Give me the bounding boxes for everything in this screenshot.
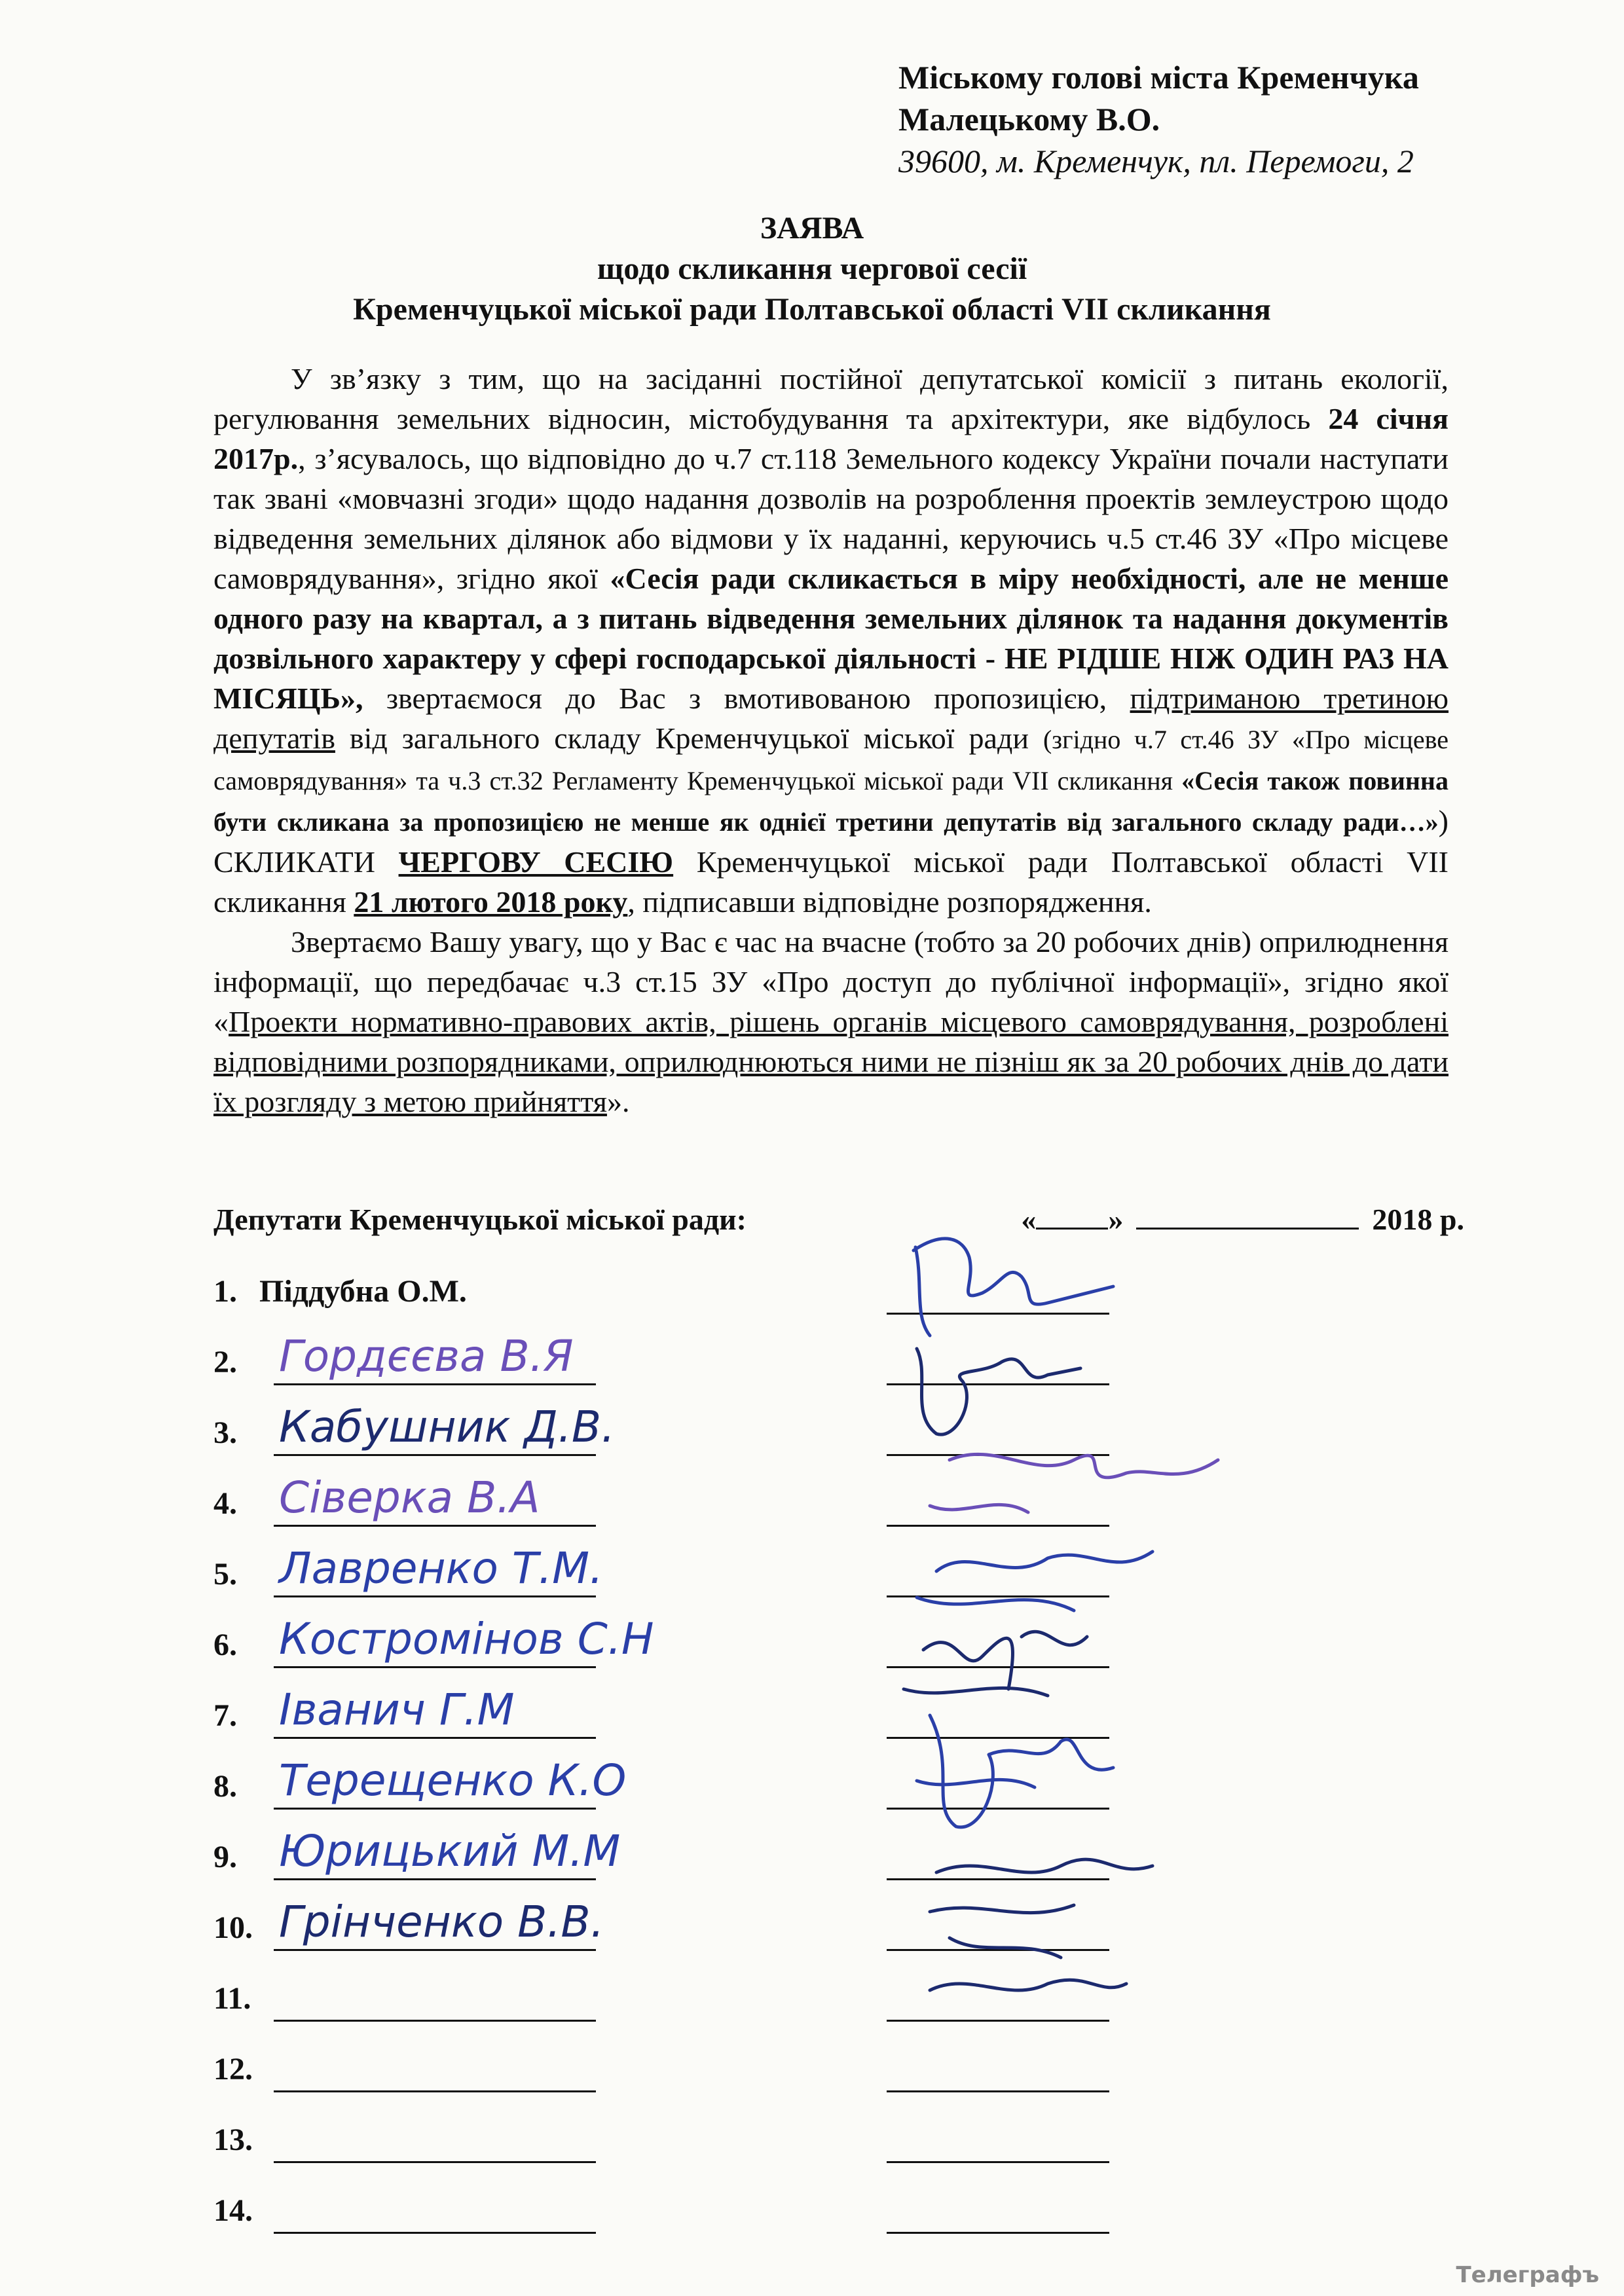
deputy-row — [213, 1333, 1130, 1385]
deputy-row — [213, 2181, 1130, 2234]
deputy-row — [213, 1474, 1130, 1527]
addressee-name: Малецькому В.О. — [898, 101, 1160, 137]
date-year: 2018 р. — [1372, 1203, 1464, 1236]
signature-line — [887, 2186, 1109, 2234]
deputy-handwritten-name: Сіверка В.А — [279, 1472, 540, 1523]
deputy-row — [213, 2040, 1130, 2092]
deputy-row — [213, 2111, 1130, 2163]
deputy-handwritten-name: Юрицький М.М — [279, 1826, 621, 1876]
deputy-name: Піддубна О.М. — [259, 1274, 467, 1309]
paragraph-1 — [213, 359, 1449, 922]
deputy-row — [213, 1545, 1130, 1597]
p2-text-c: ». — [606, 1085, 630, 1118]
watermark-logo: Телеграфъ — [1456, 2262, 1599, 2288]
deputy-number: 2. — [213, 1345, 237, 1379]
date-close-quote: » — [1108, 1203, 1124, 1236]
deputy-number: 8. — [213, 1769, 237, 1804]
deputy-handwritten-name: Терещенко К.О — [279, 1755, 627, 1806]
p1-date-bold: 24 січня 2017р. — [213, 402, 1449, 475]
p1-underlined: підтриманою третиною депутатів — [213, 682, 1449, 755]
deputy-number: 11. — [213, 1981, 251, 2016]
signature-line — [887, 1267, 1109, 1315]
deputy-number: 4. — [213, 1486, 237, 1521]
deputy-row — [213, 1616, 1130, 1668]
deputy-handwritten-name: Лавренко Т.М. — [279, 1543, 604, 1594]
signature-line — [887, 1408, 1109, 1456]
document-title — [0, 208, 1624, 330]
p1-reference-small: (згідно ч.7 ст.46 ЗУ «Про місцеве самоврядування» та ч.3 ст.32 Регламенту Кременчуцької міської ради VII скликання — [213, 725, 1449, 795]
deputy-row — [213, 1899, 1130, 1951]
deputy-number: 13. — [213, 2123, 253, 2157]
p1-session-bold: ЧЕРГОВУ СЕСІЮ — [398, 845, 674, 879]
addressee-block — [898, 56, 1419, 182]
deputies-header — [213, 1202, 1464, 1237]
deputy-row — [213, 1828, 1130, 1880]
deputy-row — [213, 1404, 1130, 1456]
paragraph-2 — [213, 922, 1449, 1121]
signature-line — [887, 1691, 1109, 1739]
addressee-title: Міському голові міста Кременчука — [898, 59, 1419, 96]
name-line — [274, 2186, 596, 2234]
addressee-address: 39600, м. Кременчук, пл. Перемоги, 2 — [898, 143, 1414, 179]
deputy-number: 12. — [213, 2052, 253, 2086]
p1-text-n: , підписавши відповідне розпорядження. — [627, 885, 1152, 919]
signature-line — [887, 1550, 1109, 1597]
deputy-handwritten-name: Костромінов С.Н — [279, 1614, 654, 1664]
date-month-blank — [1136, 1228, 1359, 1230]
deputy-handwritten-name: Іванич Г.М — [279, 1685, 515, 1735]
p1-text-l: Кременчуцької міської ради Полтавської області VII скликання — [213, 845, 1449, 919]
deputy-handwritten-name: Грінченко В.В. — [279, 1897, 604, 1947]
deputy-number: 7. — [213, 1698, 237, 1733]
date-day-blank — [1036, 1228, 1108, 1230]
p1-quote-bold: «Сесія ради скликається в міру необхідності, але не менше одного разу на квартал, а з питань відведення земельних ділянок та надання документів дозвільного характеру у сфері господарської діяльності - НЕ РІДШЕ НІЖ ОДИН РАЗ НА МІСЯЦЬ», — [213, 562, 1449, 715]
signature-line — [887, 1762, 1109, 1810]
p1-text-a: У зв’язку з тим, що на засіданні постійної депутатської комісії з питань екології, регулювання земельних відносин, містобудування та архітектури, яке відбулось — [213, 362, 1449, 435]
signature-line — [887, 2045, 1109, 2092]
deputy-number: 3. — [213, 1415, 237, 1450]
deputy-number: 5. — [213, 1557, 237, 1592]
p1-text-e: звертаємося до Вас з вмотивованою пропозицією, — [363, 682, 1130, 715]
deputy-number: 10. — [213, 1910, 253, 1945]
p2-underlined-quote: Проекти нормативно-правових актів, рішень органів місцевого самоврядування, розроблені відповідними розпорядниками, оприлюднюються ними не пізніш як за 20 робочих днів до дати їх розгляду з метою прийняття — [213, 1005, 1449, 1118]
date-open-quote: « — [1021, 1203, 1037, 1236]
name-line — [274, 2115, 596, 2163]
signature-line — [887, 1620, 1109, 1668]
title-line-1: ЗАЯВА — [760, 211, 864, 246]
deputy-row — [213, 1757, 1130, 1810]
p1-text-g: від загального складу Кременчуцької міської ради — [335, 721, 1043, 755]
name-line — [274, 2045, 596, 2092]
title-line-2: щодо скликання чергової сесії — [597, 251, 1027, 286]
deputy-row — [213, 1262, 1130, 1315]
deputy-row — [213, 1686, 1130, 1739]
deputy-number: 6. — [213, 1628, 237, 1662]
signature-line — [887, 1903, 1109, 1951]
deputy-number: 1. — [213, 1274, 237, 1309]
deputies-title: Депутати Кременчуцької міської ради: — [213, 1203, 747, 1236]
document-body — [213, 359, 1449, 1121]
p1-text-c: , з’ясувалось, що відповідно до ч.7 ст.118 Земельного кодексу України почали наступати так звані «мовчазні згоди» щодо надання дозволів на розроблення проектів землеустрою щодо відведення земельних ділянок або відмови у їх наданні, керуючись ч.5 ст.46 ЗУ «Про місцеве самоврядування», згідно якої — [213, 442, 1449, 595]
deputy-number: 9. — [213, 1840, 237, 1874]
title-line-3: Кременчуцької міської ради Полтавської області VII скликання — [353, 292, 1271, 327]
p1-session-date: 21 лютого 2018 року — [354, 885, 628, 919]
p2-text-a: Звертаємо Вашу увагу, що у Вас є час на вчасне (тобто за 20 робочих днів) оприлюднення інформації, що передбачає ч.3 ст.15 ЗУ «Про доступ до публічної інформації», згідно якої « — [213, 925, 1449, 1038]
deputy-row — [213, 1969, 1130, 2022]
signature-line — [887, 1832, 1109, 1880]
deputy-handwritten-name: Кабушник Д.В. — [279, 1402, 616, 1452]
p1-text-j: ) СКЛИКАТИ — [213, 804, 1449, 879]
name-line — [274, 1974, 596, 2022]
date-field — [1021, 1202, 1464, 1237]
deputy-number: 14. — [213, 2193, 253, 2228]
signature-line — [887, 2115, 1109, 2163]
signature-line — [887, 1338, 1109, 1385]
signature-line — [887, 1479, 1109, 1527]
p1-reglament-quote: «Сесія також повинна бути скликана за пропозицією не менше як однієї третини депутатів від загального складу ради…» — [213, 766, 1449, 837]
deputy-handwritten-name: Гордєєва В.Я — [279, 1331, 574, 1381]
signature-line — [887, 1974, 1109, 2022]
